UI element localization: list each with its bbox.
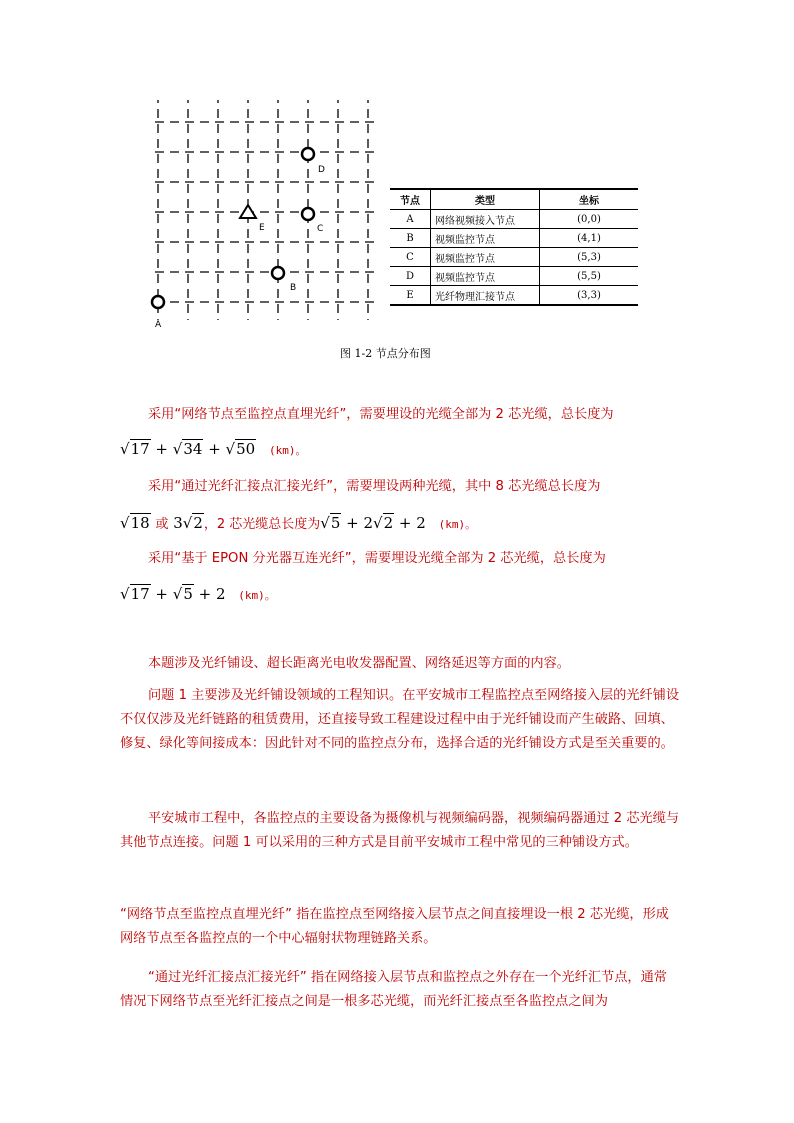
table-row	[390, 229, 638, 248]
paragraph-topics: 本题涉及光纤铺设、超长距离光电收发器配置、网络延迟等方面的内容。	[148, 656, 570, 671]
cell-node: E	[390, 286, 431, 306]
paragraph-aggregation-definition: “通过光纤汇接点汇接光纤” 指在网络接入层节点和监控点之外存在一个光纤汇节点，通常情况下网络节点至光纤汇接点之间是一根多芯光缆，而光纤汇接点至各监控点之间为	[120, 970, 667, 1009]
label-d: D	[318, 165, 325, 175]
cell-node: D	[390, 267, 431, 286]
paragraph-equipment: 平安城市工程中，各监控点的主要设备为摄像机与视频编码器，视频编码器通过 2 芯光缆与其他节点连接。问题 1 可以采用的三种方式是目前平安城市工程中常见的三种铺设方式。	[120, 811, 680, 850]
paragraph-direct-burial: 采用“网络节点至监控点直埋光纤”，需要埋设的光缆全部为 2 芯光缆，总长度为	[148, 407, 614, 422]
table-row	[390, 248, 638, 267]
formula-unit: (km)。	[238, 589, 276, 602]
paragraph-question-1: 问题 1 主要涉及光纤铺设领域的工程知识。在平安城市工程监控点至网络接入层的光纤铺设不仅仅涉及光纤链路的租赁费用，还直接导致工程建设过程中由于光纤铺设而产生破路、回填、修复、绿化等间接成本：因此针对不同的监控点分布，选择合适的光纤铺设方式是至关重要的。	[120, 688, 680, 751]
header-type: 类型	[431, 189, 540, 210]
formula-epon-total: √17 + √5 + 2 (km)。	[120, 585, 276, 603]
label-a: A	[155, 320, 162, 330]
formula-direct-total: √17 + √34 + √50 (km)。	[120, 440, 307, 458]
formula-mid-text: ，2 芯光缆总长度为	[203, 517, 321, 532]
cell-coord: (0,0)	[540, 210, 639, 229]
formula-unit: (km)。	[438, 518, 477, 531]
cell-coord: (3,3)	[540, 286, 639, 306]
cell-coord: (5,5)	[540, 267, 639, 286]
cell-node: A	[390, 210, 431, 229]
node-a-marker	[152, 296, 164, 308]
paragraph-direct-definition: “网络节点至监控点直埋光纤” 指在监控点至网络接入层节点之间直接埋设一根 2 芯光缆，形成网络节点至各监控点的一个中心辐射状物理链路关系。	[120, 907, 669, 946]
paragraph-epon: 采用“基于 EPON 分光器互连光纤”，需要埋设光缆全部为 2 芯光缆，总长度为	[148, 551, 606, 566]
node-c-marker	[302, 208, 314, 220]
label-c: C	[317, 224, 324, 234]
cell-type: 光纤物理汇接节点	[431, 286, 540, 306]
table-row	[390, 267, 638, 286]
formula-or-text: 或	[155, 517, 169, 532]
node-table	[390, 188, 638, 306]
cell-type: 视频监控节点	[431, 267, 540, 286]
node-grid-figure	[145, 100, 375, 335]
node-b-marker	[272, 267, 284, 279]
header-coord: 坐标	[540, 189, 639, 210]
cell-type: 视频监控节点	[431, 229, 540, 248]
label-e: E	[259, 223, 265, 233]
formula-unit: (km)。	[268, 444, 307, 457]
cell-node: B	[390, 229, 431, 248]
cell-coord: (5,3)	[540, 248, 639, 267]
formula-aggregation: √18 或 3√2，2 芯光缆总长度为√5 + 2√2 + 2 (km)。	[120, 514, 477, 532]
label-b: B	[290, 283, 297, 293]
figure-caption: 图 1-2 节点分布图	[340, 347, 431, 360]
table-row	[390, 210, 638, 229]
cell-node: C	[390, 248, 431, 267]
cell-coord: (4,1)	[540, 229, 639, 248]
cell-type: 网络视频接入节点	[431, 210, 540, 229]
cell-type: 视频监控节点	[431, 248, 540, 267]
header-node: 节点	[390, 189, 431, 210]
paragraph-aggregation: 采用“通过光纤汇接点汇接光纤”，需要埋设两种光缆，其中 8 芯光缆总长度为	[148, 479, 601, 494]
node-d-marker	[302, 148, 314, 160]
table-row	[390, 286, 638, 306]
